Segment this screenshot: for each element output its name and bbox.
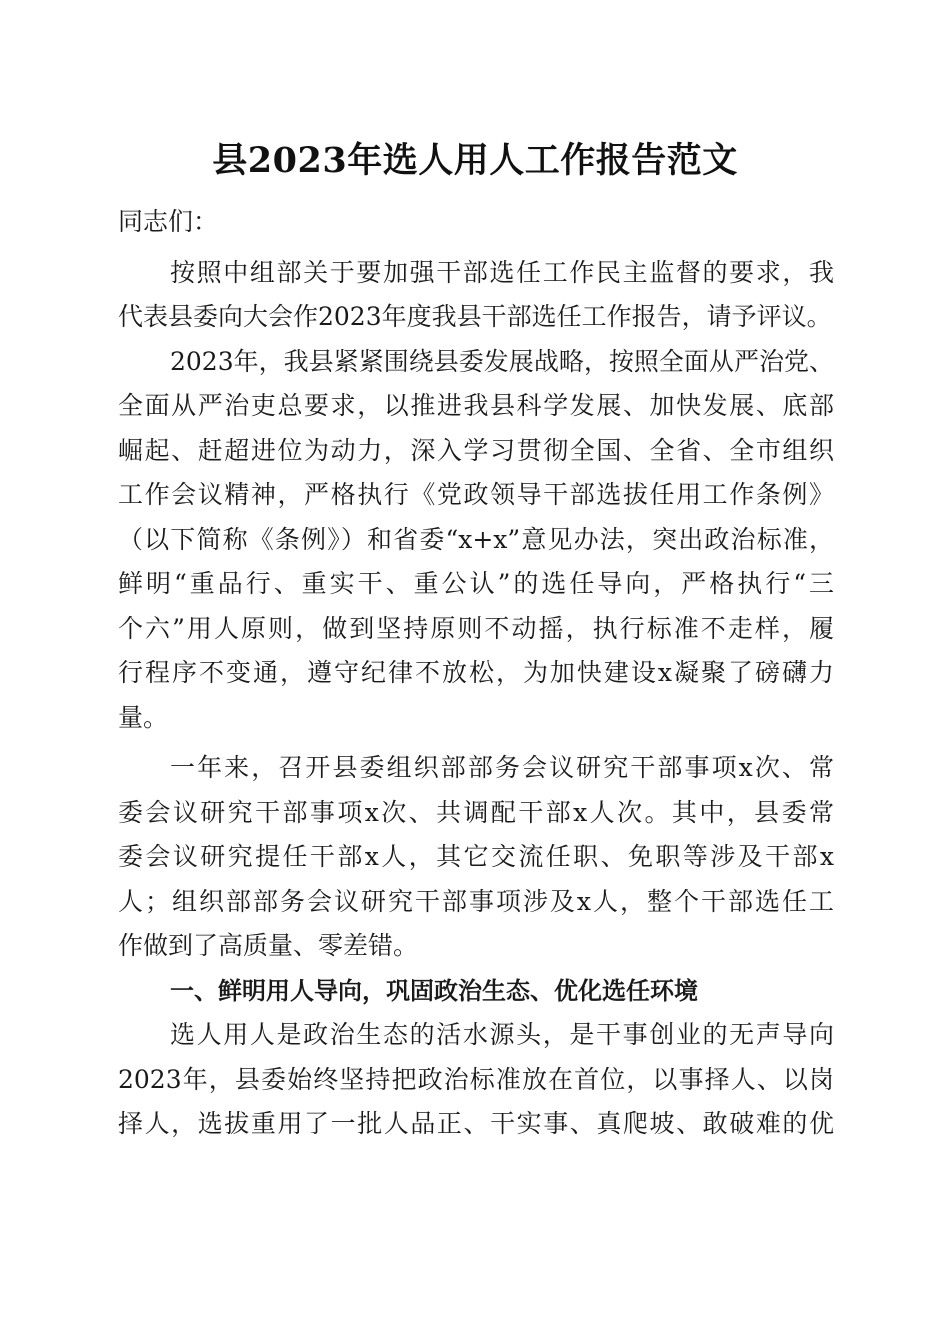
paragraph-2-line: 工作会议精神，严格执行《党政领导干部选拔任用工作条例》 bbox=[118, 480, 834, 509]
paragraph-2-line: 量。 bbox=[118, 702, 169, 732]
paragraph-4-line: 择人，选拔重用了一批人品正、干实事、真爬坡、敢破难的优 bbox=[118, 1109, 834, 1138]
paragraph-2-line: 个六”用人原则，做到坚持原则不动摇，执行标准不走样，履 bbox=[118, 613, 834, 643]
paragraph-1-line: 按照中组部关于要加强干部选任工作民主监督的要求，我 bbox=[170, 257, 834, 287]
paragraph-2-line: 崛起、赶超进位为动力，深入学习贯彻全国、全省、全市组织 bbox=[118, 435, 834, 465]
document-body bbox=[118, 200, 834, 1147]
paragraph-2-line: 鲜明“重品行、重实干、重公认”的选任导向，严格执行“三 bbox=[118, 569, 834, 598]
section-heading-1: 一、鲜明用人导向，巩固政治生态、优化选任环境 bbox=[170, 976, 698, 1005]
paragraph-2-line: （以下简称《条例》）和省委“x+x”意见办法，突出政治标准， bbox=[118, 524, 834, 554]
document-title: 县2023年选人用人工作报告范文 bbox=[212, 140, 738, 181]
salutation: 同志们： bbox=[118, 207, 219, 236]
paragraph-3-line: 委会议研究提任干部x人，其它交流任职、免职等涉及干部x bbox=[118, 842, 834, 871]
paragraph-3-line: 人；组织部部务会议研究干部事项涉及x人，整个干部选任工 bbox=[118, 886, 834, 916]
paragraph-2-line: 行程序不变通，遵守纪律不放松，为加快建设x凝聚了磅礴力 bbox=[118, 658, 834, 687]
paragraph-2-line: 全面从严治吏总要求，以推进我县科学发展、加快发展、底部 bbox=[118, 391, 834, 420]
paragraph-4-line: 2023年，县委始终坚持把政治标准放在首位，以事择人、以岗 bbox=[118, 1064, 834, 1094]
paragraph-4-line: 选人用人是政治生态的活水源头，是干事创业的无声导向 bbox=[170, 1020, 834, 1049]
paragraph-2-line: 2023年，我县紧紧围绕县委发展战略，按照全面从严治党、 bbox=[170, 346, 834, 376]
paragraph-3-line: 一年来，召开县委组织部部务会议研究干部事项x次、常 bbox=[170, 753, 834, 782]
paragraph-1-line: 代表县委向大会作2023年度我县干部选任工作报告，请予评议。 bbox=[118, 302, 832, 331]
paragraph-3-line: 委会议研究干部事项x次、共调配干部x人次。其中，县委常 bbox=[118, 797, 834, 827]
paragraph-3-line: 作做到了高质量、零差错。 bbox=[118, 931, 419, 960]
